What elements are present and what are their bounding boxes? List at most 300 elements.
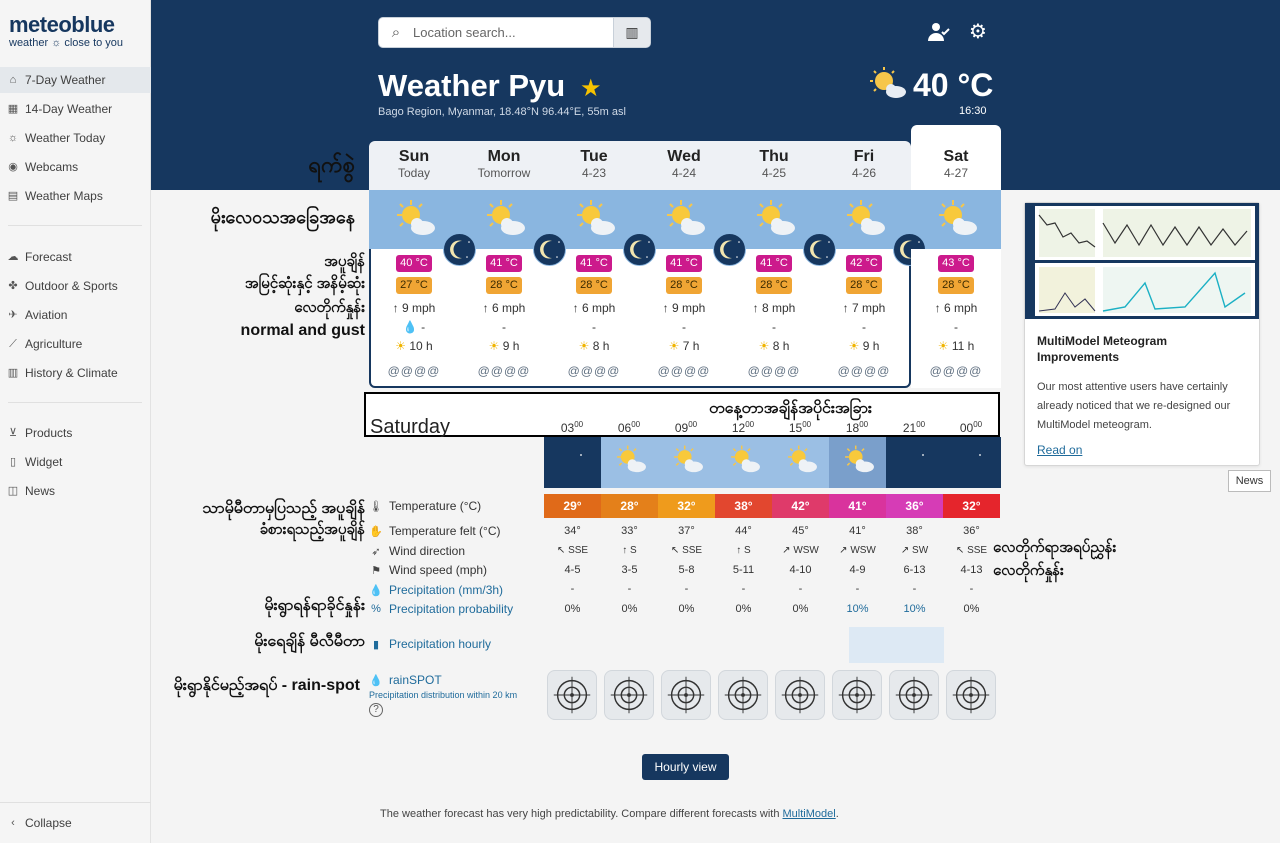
day-tab-fri[interactable] — [819, 141, 909, 190]
search-icon: ⌕ — [391, 24, 401, 41]
hourly-precip-probability: 0% — [678, 603, 695, 615]
day-precipitation — [819, 320, 909, 334]
sun-icon: ☀ — [937, 339, 949, 353]
day-date: 4-25 — [761, 166, 787, 180]
wind-direction: SSE — [682, 545, 703, 556]
day-sunshine — [459, 339, 549, 353]
sidebar-item-agriculture[interactable] — [0, 331, 151, 357]
row-label-rainspot[interactable]: 💧 rainSPOT — [369, 673, 442, 687]
day-wind — [639, 301, 729, 315]
day-wind — [729, 301, 819, 315]
hourly-felt-temperature: 34° — [564, 525, 581, 537]
hourly-wind-speed: 4-5 — [564, 564, 581, 576]
min-temperature: 28 °C — [756, 277, 792, 294]
sunshine-hours: 7 h — [682, 339, 700, 353]
annotation-weather: မိုးလေဝသအခြေအနေ — [210, 207, 355, 227]
wind-speed: 6 mph — [943, 301, 978, 315]
logo-tagline: weather ☼ close to you — [9, 37, 124, 49]
hourly-precip-probability: 10% — [903, 603, 926, 615]
cart-icon: ⊻ — [8, 427, 18, 439]
collapse-button[interactable] — [0, 810, 151, 836]
hourly-icon-cell — [943, 437, 1000, 488]
precipitation-value: - — [682, 320, 686, 334]
sidebar-item-label: Weather Maps — [25, 189, 103, 203]
moon-icon — [623, 233, 656, 266]
moon-icon — [803, 233, 836, 266]
max-temperature: 41 °C — [486, 255, 522, 272]
day-name: Mon — [487, 148, 521, 165]
hourly-wind-speed: 5-8 — [678, 564, 695, 576]
day-tab-wed[interactable] — [639, 141, 729, 190]
hour-label: $12^{00}$ — [731, 420, 755, 435]
hourly-wind-direction — [829, 545, 886, 556]
day-precipitation — [549, 320, 639, 334]
annotation-maxmin: အမြင့်ဆုံးနှင့် အနိမ့်ဆုံး — [244, 275, 365, 292]
sunshine-hours: 10 h — [409, 339, 433, 353]
sidebar-item-label: Aviation — [25, 308, 68, 322]
droplet-icon: 💧 — [402, 320, 418, 334]
sun-icon: ☀ — [758, 339, 770, 353]
wind-direction-icon: ➶ — [371, 545, 381, 558]
divider — [8, 402, 142, 403]
wind-direction: S — [630, 545, 637, 556]
row-label-precip-probability[interactable]: % Precipitation probability — [369, 602, 513, 616]
day-sunshine — [549, 339, 639, 353]
hourly-wind-speed: 6-13 — [903, 564, 926, 576]
sun-cloud-icon — [659, 197, 709, 241]
sun-icon — [839, 443, 877, 477]
sun-icon: ☀ — [668, 339, 680, 353]
day-wind — [459, 301, 549, 315]
predictability-icon: @@@@ — [929, 364, 983, 378]
page-title: Weather Pyu — [378, 68, 566, 103]
day-precipitation — [459, 320, 549, 334]
hourly-icon-cell — [658, 437, 715, 488]
wind-direction-arrow-icon: ↗ — [839, 545, 848, 556]
annotation-rain-mm: မိုးရေချိန် မီလီမီတာ — [254, 633, 365, 650]
hour-label: $00^{00}$ — [959, 420, 983, 435]
hourly-precipitation: - — [969, 583, 974, 595]
rainspot-map[interactable] — [775, 670, 825, 720]
gear-icon[interactable]: ⚙ — [969, 21, 987, 43]
sidebar-item-maps[interactable] — [0, 183, 151, 209]
hourly-wind-speed: 4-10 — [789, 564, 812, 576]
day-sunshine — [729, 339, 819, 353]
wind-direction-arrow-icon: ↖ — [556, 545, 566, 556]
sunshine-hours: 8 h — [772, 339, 790, 353]
max-temperature: 41 °C — [756, 255, 792, 272]
rainspot-map[interactable] — [661, 670, 711, 720]
wind-speed: 9 mph — [671, 301, 706, 315]
hour-label: $09^{00}$ — [674, 420, 698, 435]
min-temperature: 28 °C — [486, 277, 522, 294]
day-date: 4-27 — [943, 166, 969, 180]
hourly-felt-temperature: 45° — [792, 525, 809, 537]
help-icon[interactable]: ? — [369, 703, 383, 717]
agriculture-icon: ⟋ — [9, 338, 17, 350]
row-label-felt: ✋ Temperature felt (°C) — [369, 524, 501, 538]
annotation-day: ရက်စွဲ — [308, 152, 355, 177]
outdoor-icon: ✤ — [8, 280, 18, 292]
rainspot-map[interactable] — [718, 670, 768, 720]
wind-speed: 6 mph — [491, 301, 526, 315]
sunshine-hours: 9 h — [862, 339, 880, 353]
sun-icon: ☀ — [578, 339, 590, 353]
precipitation-value: - — [862, 320, 866, 334]
hourly-wind-direction — [658, 545, 715, 556]
sidebar-item-label: Products — [25, 426, 73, 440]
sun-cloud-icon — [931, 197, 981, 241]
favorite-star-icon[interactable]: ★ — [580, 75, 602, 102]
hourly-precip-probability: 0% — [792, 603, 809, 615]
row-label-wind-speed: ⚑ Wind speed (mph) — [369, 563, 487, 577]
day-tab-thu[interactable] — [729, 141, 819, 190]
hourly-wind-speed: 3-5 — [621, 564, 638, 576]
wind-arrow-icon: ↑ — [662, 301, 669, 315]
predictability-icon: @@@@ — [477, 364, 531, 378]
rainspot-map[interactable] — [946, 670, 996, 720]
divider — [0, 802, 151, 803]
precipitation-value: - — [954, 320, 958, 334]
wind-arrow-icon: ↑ — [572, 301, 579, 315]
precipitation-value: - — [502, 320, 506, 334]
sun-cloud-icon — [389, 197, 439, 241]
annotation-temp: အပူချိန် — [324, 253, 365, 270]
min-temperature: 28 °C — [666, 277, 702, 294]
sidebar-item-news[interactable] — [0, 478, 151, 504]
wind-direction-arrow-icon: ↑ — [622, 545, 628, 556]
hourly-felt-temperature: 33° — [621, 525, 638, 537]
hourly-temperature: 28° — [601, 494, 658, 518]
map-icon: ▤ — [7, 190, 19, 202]
hourly-icon-cell — [544, 437, 601, 488]
rain-bars-icon: ▮ — [372, 638, 380, 651]
precipitation-hourly-bar — [849, 627, 944, 663]
home-icon: ⌂ — [9, 74, 17, 86]
moon-icon — [533, 233, 566, 266]
hourly-temperature: 38° — [715, 494, 772, 518]
wind-arrow-icon: ↑ — [482, 301, 489, 315]
history-icon: ▥ — [7, 367, 19, 379]
day-date: Today — [397, 166, 431, 180]
annotation-rainspot: မိုးရွာနိုင်မည့်အရပ် - rain-spot — [173, 677, 360, 694]
predictability-icon: @@@@ — [657, 364, 711, 378]
sun-cloud-icon — [868, 66, 908, 102]
hourly-precipitation: - — [741, 583, 746, 595]
hourly-felt-temperature: 36° — [963, 525, 980, 537]
max-temperature: 43 °C — [938, 255, 974, 272]
forecast-icon: ☁ — [7, 251, 19, 263]
hourly-precip-probability: 0% — [621, 603, 638, 615]
map-icon[interactable]: ▥ — [613, 18, 650, 47]
hourly-wind-speed: 5-11 — [732, 564, 755, 576]
collapse-label: Collapse — [25, 816, 72, 830]
sidebar-item-label: Agriculture — [25, 337, 83, 351]
hourly-wind-direction — [943, 545, 1000, 556]
rainspot-map[interactable] — [547, 670, 597, 720]
rainspot-map[interactable] — [604, 670, 654, 720]
sidebar-item-label: News — [25, 484, 56, 498]
hourly-temperature: 42° — [772, 494, 829, 518]
hourly-icon-cell — [715, 437, 772, 488]
day-name: Sun — [398, 148, 430, 165]
wind-arrow-icon: ↑ — [842, 301, 849, 315]
sidebar-item-today[interactable] — [0, 125, 151, 151]
hourly-wind-direction — [601, 545, 658, 556]
day-sunshine — [911, 339, 1001, 353]
sunshine-hours: 8 h — [592, 339, 610, 353]
day-precipitation — [729, 320, 819, 334]
wind-direction: WSW — [793, 545, 819, 556]
chevron-left-icon: ‹ — [11, 817, 15, 829]
news-read-on-link[interactable]: Read on — [1037, 443, 1083, 457]
hourly-precip-probability: 0% — [963, 603, 980, 615]
sidebar-item-label: Webcams — [25, 160, 79, 174]
day-name: Wed — [667, 148, 701, 165]
hourly-wind-direction — [715, 545, 772, 556]
wind-direction: SSE — [568, 545, 589, 556]
rainspot-subtitle: Precipitation distribution within 20 km — [369, 690, 518, 700]
hour-label: $18^{00}$ — [845, 420, 869, 435]
hourly-felt-temperature: 44° — [735, 525, 752, 537]
percent-icon: % — [371, 603, 381, 615]
sun-cloud-icon — [749, 197, 799, 241]
max-temperature: 42 °C — [846, 255, 882, 272]
sun-cloud-icon — [569, 197, 619, 241]
hourly-icon-band — [544, 437, 1001, 488]
hourly-icon-cell — [829, 437, 886, 488]
sun-icon: ☀ — [848, 339, 860, 353]
sun-icon: ☀ — [395, 339, 407, 353]
max-temperature: 41 °C — [576, 255, 612, 272]
divider — [8, 225, 142, 226]
wind-direction-arrow-icon: ↖ — [670, 545, 680, 556]
row-label-temperature: 🌡 Temperature (°C) — [369, 499, 482, 513]
sidebar-item-label: History & Climate — [25, 366, 118, 380]
day-name: Fri — [853, 148, 875, 165]
wind-direction-arrow-icon: ↑ — [736, 545, 742, 556]
current-time: 16:30 — [959, 105, 987, 117]
sun-icon — [782, 443, 820, 477]
annotation-wind-speed: လေတိုက်နှုန်း — [993, 562, 1064, 579]
wind-direction-arrow-icon: ↗ — [782, 545, 791, 556]
logo[interactable] — [9, 12, 123, 49]
moon-icon — [443, 233, 476, 266]
hourly-precipitation: - — [684, 583, 689, 595]
annotation-gust: normal and gust — [240, 322, 365, 339]
sun-icon: ☀ — [488, 339, 500, 353]
sun-cloud-icon — [839, 197, 889, 241]
day-wind — [819, 301, 909, 315]
sun-cloud-icon — [479, 197, 529, 241]
wind-speed: 7 mph — [851, 301, 886, 315]
wind-direction: SSE — [967, 545, 988, 556]
wind-direction-arrow-icon: ↖ — [955, 545, 965, 556]
predictability-icon: @@@@ — [837, 364, 891, 378]
news-card[interactable] — [1024, 202, 1260, 466]
hourly-temperature-bar — [544, 494, 1001, 518]
wind-arrow-icon: ↑ — [934, 301, 941, 315]
moon-icon — [956, 447, 986, 477]
hourly-precipitation: - — [627, 583, 632, 595]
sidebar-item-label: Forecast — [25, 250, 72, 264]
thermometer-icon: 🌡 — [369, 500, 383, 513]
hourly-wind-direction — [772, 545, 829, 556]
day-date: 4-26 — [851, 166, 877, 180]
news-icon: ◫ — [7, 485, 19, 497]
annotation-thermometer: သာမိုမီတာမှပြသည့် အပူချိန် — [202, 500, 365, 517]
hour-label: $06^{00}$ — [617, 420, 641, 435]
sidebar-item-widget[interactable] — [0, 449, 151, 475]
day-date: Tomorrow — [477, 166, 531, 180]
hour-label: $03^{00}$ — [560, 420, 584, 435]
day-date: 4-23 — [581, 166, 607, 180]
min-temperature: 28 °C — [846, 277, 882, 294]
hourly-precip-probability: 10% — [846, 603, 869, 615]
sidebar-item-forecast[interactable] — [0, 244, 151, 270]
day-tab-tue[interactable] — [549, 141, 639, 190]
day-name: Sat — [943, 148, 969, 165]
max-temperature: 41 °C — [666, 255, 702, 272]
max-temperature: 40 °C — [396, 255, 432, 272]
hourly-precip-probability: 0% — [735, 603, 752, 615]
hourly-temperature: 32° — [943, 494, 1000, 518]
day-wind — [369, 301, 459, 315]
webcam-icon: ◉ — [8, 161, 18, 173]
annotation-wind-direction: လေတိုက်ရာအရပ်ညွှန်း — [993, 539, 1117, 556]
sidebar-item-aviation[interactable] — [0, 302, 151, 328]
wind-direction: WSW — [850, 545, 876, 556]
hourly-precipitation: - — [570, 583, 575, 595]
wind-direction: S — [744, 545, 751, 556]
day-tab-mon[interactable] — [459, 141, 549, 190]
day-wind — [911, 301, 1001, 315]
sidebar-item-label: Weather Today — [25, 131, 106, 145]
precipitation-value: - — [421, 320, 426, 334]
droplet-icon: 💧 — [369, 674, 383, 687]
precipitation-value: - — [592, 320, 596, 334]
day-precipitation — [639, 320, 729, 334]
day-sunshine — [369, 339, 459, 353]
day-precipitation — [911, 320, 1001, 334]
day-date: 4-24 — [671, 166, 697, 180]
hourly-view-button[interactable]: Hourly view — [642, 754, 729, 780]
multimodel-link[interactable]: MultiModel — [782, 808, 836, 820]
sidebar-item-products[interactable] — [0, 420, 151, 446]
sidebar-item-14day[interactable] — [0, 96, 151, 122]
location-subtitle: Bago Region, Myanmar, 18.48°N 96.44°E, 55m asl — [378, 106, 626, 118]
hourly-temperature: 36° — [886, 494, 943, 518]
annotation-hourly: တနေ့တာအချိန်အပိုင်းအခြား — [709, 400, 872, 417]
hand-icon: ✋ — [369, 525, 383, 538]
day-precipitation — [369, 320, 459, 334]
day-tab-sun[interactable] — [369, 141, 459, 190]
predictability-icon: @@@@ — [387, 364, 441, 378]
hourly-wind-direction — [544, 545, 601, 556]
hourly-day-label: Saturday — [370, 416, 451, 438]
sidebar-item-history[interactable] — [0, 360, 151, 386]
min-temperature: 28 °C — [576, 277, 612, 294]
annotation-felt: ခံစားရသည့်အပူချိန် — [259, 521, 365, 538]
meteogram-thumbnail — [1025, 203, 1259, 319]
day-sunshine — [819, 339, 909, 353]
predictability-icon: @@@@ — [567, 364, 621, 378]
hourly-felt-temperature: 41° — [849, 525, 866, 537]
droplet-icon: 💧 — [369, 584, 383, 597]
rainspot-map[interactable] — [889, 670, 939, 720]
min-temperature: 27 °C — [396, 277, 432, 294]
predictability-icon: @@@@ — [747, 364, 801, 378]
wind-speed: 8 mph — [761, 301, 796, 315]
wind-direction-arrow-icon: ↗ — [900, 545, 910, 556]
sidebar-item-label: 14-Day Weather — [25, 102, 113, 116]
moon-icon — [713, 233, 746, 266]
moon-icon — [899, 447, 929, 477]
widget-icon: ▯ — [9, 456, 17, 468]
wind-speed: 6 mph — [581, 301, 616, 315]
search-box[interactable] — [378, 17, 651, 48]
hourly-precipitation: - — [912, 583, 917, 595]
hourly-wind-direction — [886, 545, 943, 556]
row-label-precip-hourly[interactable]: ▮ Precipitation hourly — [369, 637, 491, 651]
min-temperature: 28 °C — [938, 277, 974, 294]
sidebar-item-label: 7-Day Weather — [25, 73, 106, 87]
hourly-wind-speed: 4-9 — [849, 564, 866, 576]
footer-note: The weather forecast has very high predictability. Compare different forecasts with MultiModel. — [380, 808, 839, 820]
annotation-rain-probability: မိုးရွာရန်ရာခိုင်နှုန်း — [264, 597, 365, 614]
hour-label: $21^{00}$ — [902, 420, 926, 435]
news-title[interactable]: MultiModel Meteogram Improvements — [1037, 334, 1168, 364]
hourly-icon-cell — [601, 437, 658, 488]
rainspot-map[interactable] — [832, 670, 882, 720]
day-name: Thu — [759, 148, 789, 165]
precipitation-value: - — [772, 320, 776, 334]
sun-icon — [725, 443, 763, 477]
row-label-wind-direction: ➶ Wind direction — [369, 544, 465, 558]
sun-icon — [668, 443, 706, 477]
haze-sun-icon — [611, 443, 649, 477]
day-sunshine — [639, 339, 729, 353]
hourly-temperature: 29° — [544, 494, 601, 518]
sidebar-item-webcams[interactable] — [0, 154, 151, 180]
hour-label: $15^{00}$ — [788, 420, 812, 435]
hourly-felt-temperature: 38° — [906, 525, 923, 537]
flag-icon: ⚑ — [371, 564, 381, 577]
wind-arrow-icon: ↑ — [752, 301, 759, 315]
day-tab-sat[interactable] — [911, 125, 1001, 190]
sidebar-item-outdoor[interactable] — [0, 273, 151, 299]
sun-cloud-icon: ☼ — [7, 132, 19, 144]
row-label-precipitation[interactable]: 💧 Precipitation (mm/3h) — [369, 583, 504, 597]
wind-speed: 9 mph — [401, 301, 436, 315]
sidebar-item-label: Outdoor & Sports — [25, 279, 118, 293]
sidebar-item-7day[interactable] — [0, 67, 151, 93]
plane-icon: ✈ — [8, 309, 18, 321]
wind-arrow-icon: ↑ — [392, 301, 399, 315]
hourly-icon-cell — [886, 437, 943, 488]
search-input[interactable] — [413, 25, 613, 40]
sunshine-hours: 11 h — [951, 339, 975, 353]
hourly-precipitation: - — [855, 583, 860, 595]
news-text: Our most attentive users have certainly already noticed that we re-designed our MultiModel meteogram. — [1037, 381, 1231, 431]
sidebar — [0, 0, 151, 843]
user-check-icon[interactable] — [927, 20, 951, 44]
current-temperature: 40 °C — [913, 67, 994, 103]
news-tag[interactable]: News — [1228, 470, 1271, 492]
hourly-felt-temperature: 37° — [678, 525, 695, 537]
hourly-temperature: 41° — [829, 494, 886, 518]
sidebar-item-label: Widget — [25, 455, 63, 469]
